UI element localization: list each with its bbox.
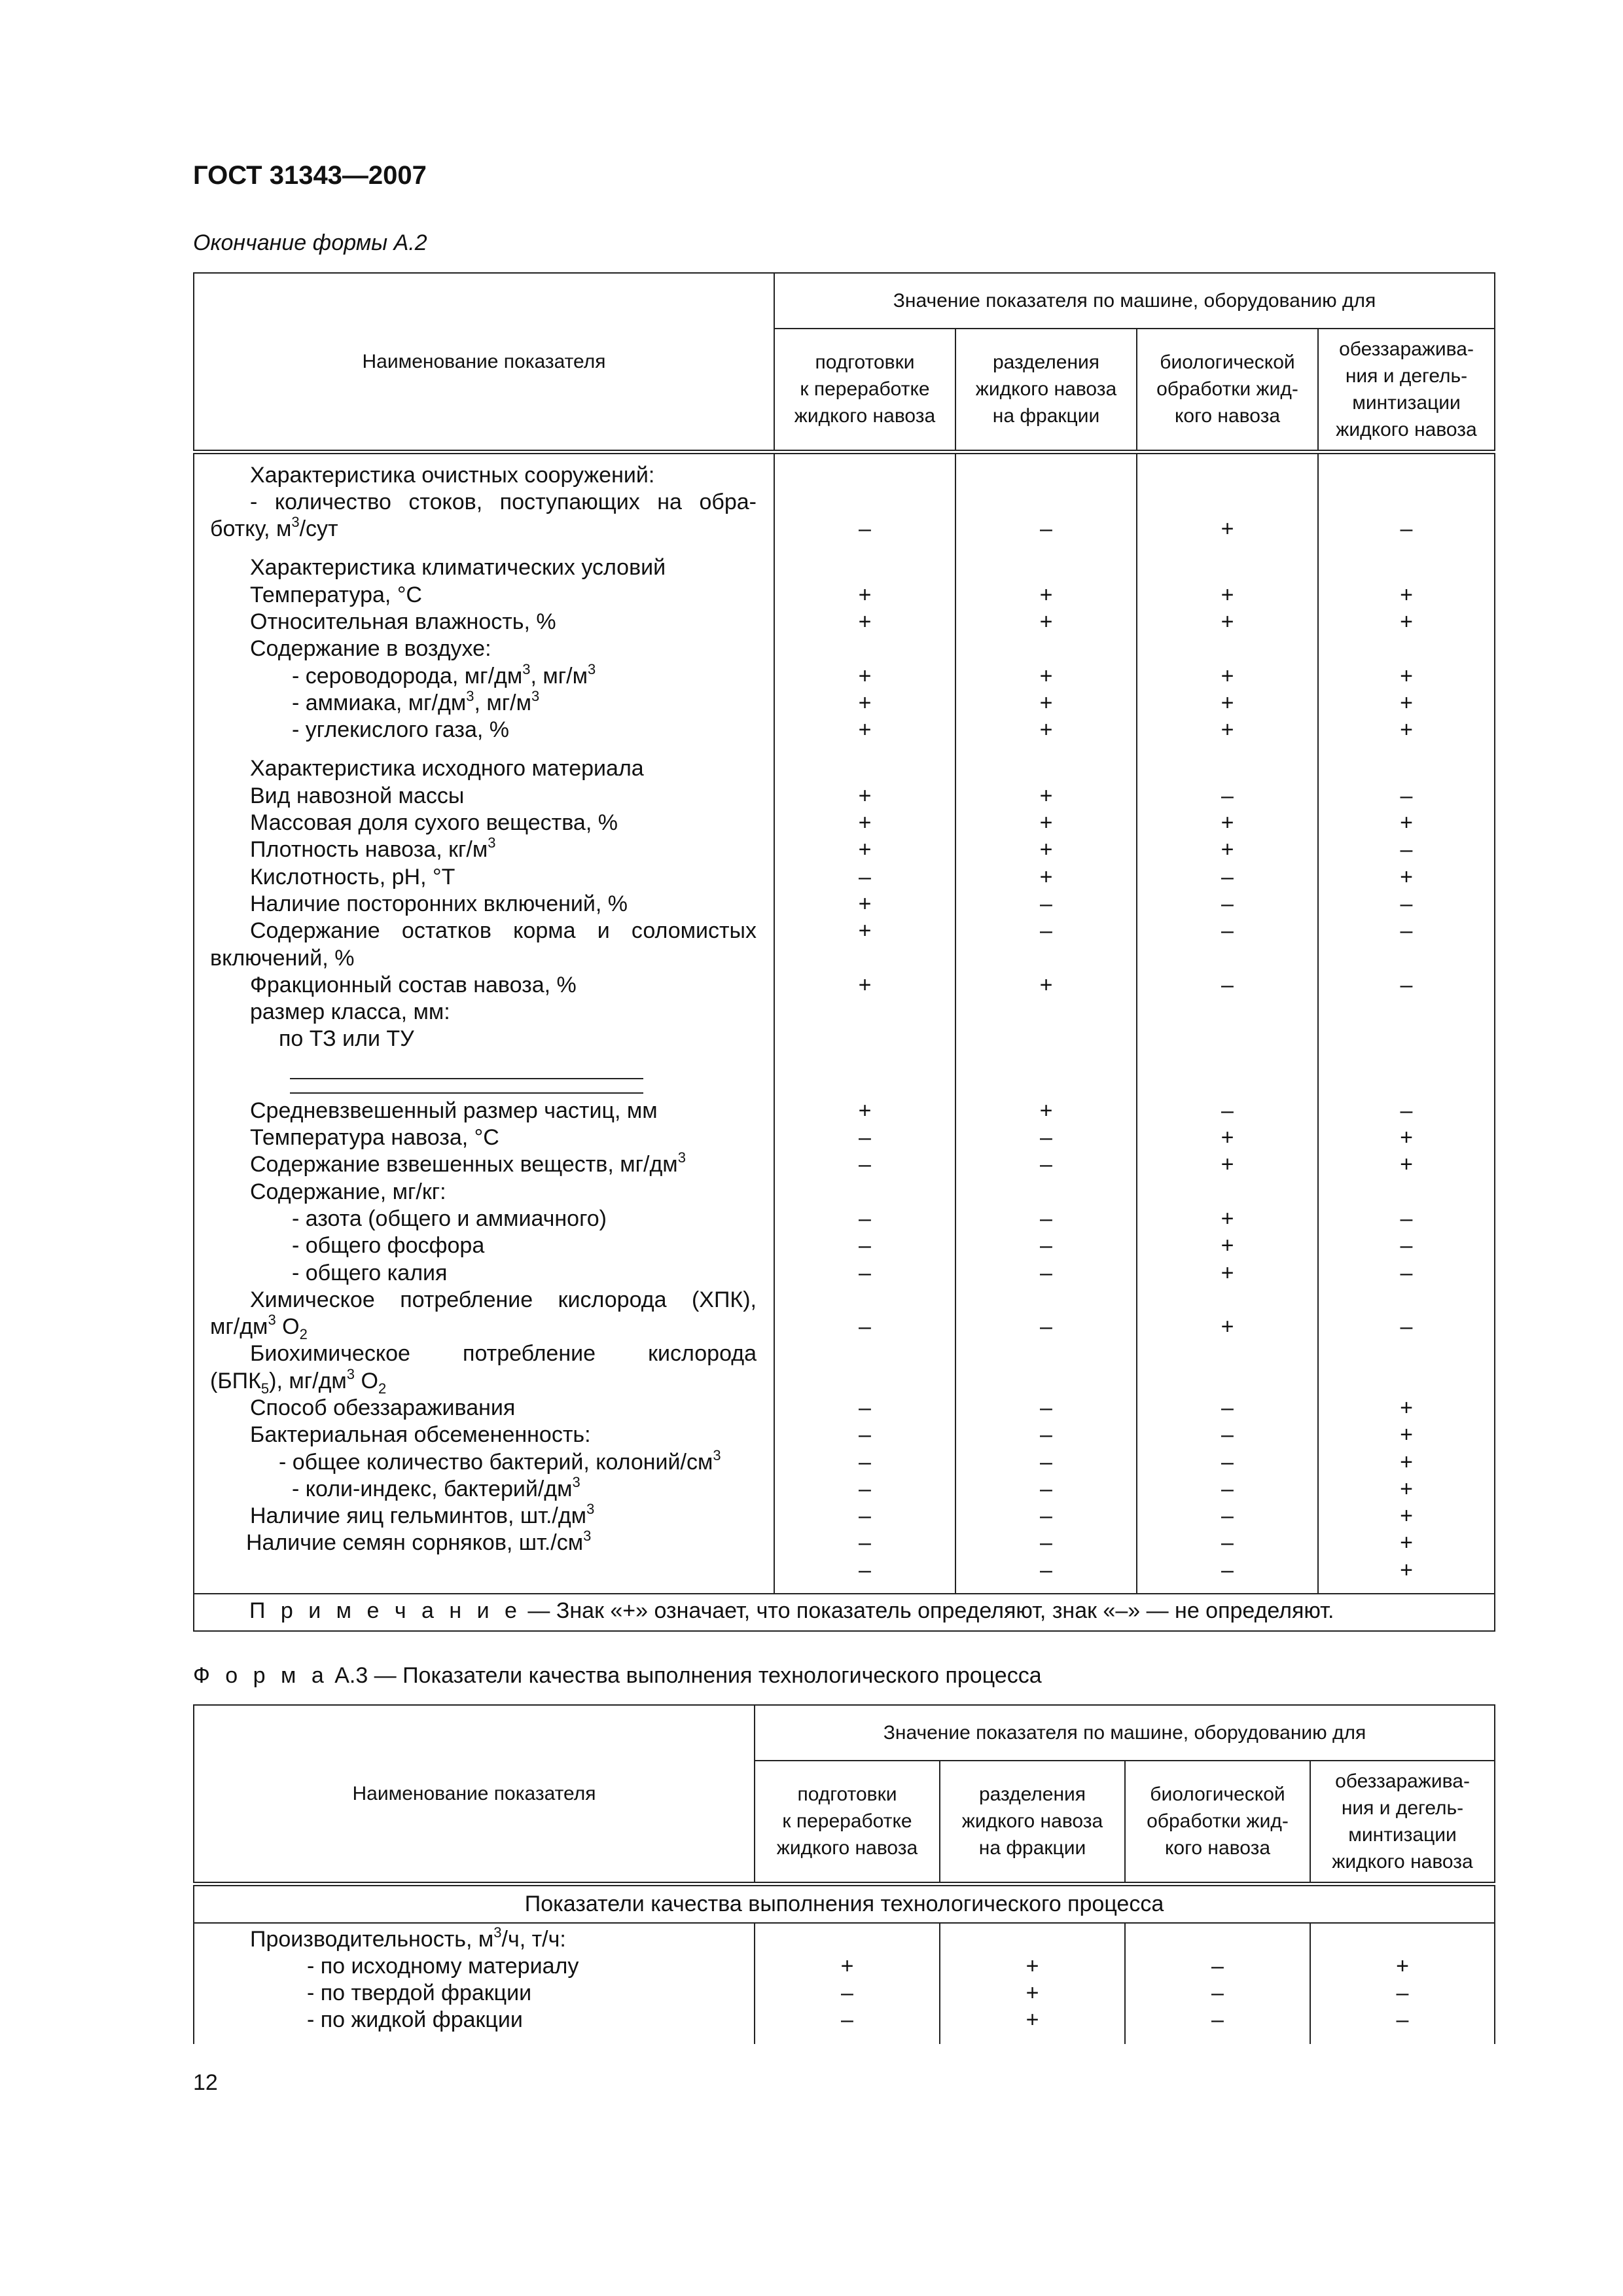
value-cell: + <box>858 891 872 916</box>
value-cell: – <box>1221 1557 1234 1583</box>
value-cell: + <box>1400 582 1413 607</box>
value-cell: – <box>1400 918 1413 944</box>
row-label: - общего фосфора <box>292 1233 485 1259</box>
row-label: Средневзвешенный размер частиц, мм <box>250 1098 658 1123</box>
value-cell: + <box>1221 810 1234 836</box>
value-cell: – <box>1040 1152 1052 1177</box>
row-label: $(БПК_5)$, $мг/дм^3$ $O_2$ <box>210 1365 387 1397</box>
value-cell: + <box>858 837 872 863</box>
row-label: Вид навозной массы <box>250 783 465 808</box>
value-cell <box>775 462 955 489</box>
value-cell <box>1319 1287 1494 1314</box>
value-cell: + <box>1400 1557 1413 1583</box>
value-cell: – <box>859 1503 871 1529</box>
value-cell <box>956 1026 1136 1052</box>
row-label: Температура навоза, °С <box>250 1125 499 1151</box>
value-cell: + <box>1039 837 1053 863</box>
value-cell: + <box>1221 516 1234 542</box>
value-cell: – <box>1221 1503 1234 1529</box>
value-cell: + <box>1400 1449 1413 1475</box>
value-cell: + <box>1221 717 1234 743</box>
row-label: Содержание в воздухе: <box>250 636 491 662</box>
value-cell: + <box>1039 582 1053 607</box>
values-column-biological <box>1125 1923 1310 2044</box>
value-cell: + <box>1221 582 1234 607</box>
value-cell <box>1319 554 1494 581</box>
value-cell <box>1137 999 1317 1026</box>
form-a2-table <box>193 272 1495 1632</box>
value-cell: + <box>1221 1206 1234 1231</box>
header-col-disinfection: обеззаражива- ния и дегель- минтизации жидкого навоза <box>1310 1761 1495 1884</box>
value-cell <box>1319 462 1494 489</box>
value-cell <box>956 945 1136 972</box>
value-cell: + <box>1221 1260 1234 1285</box>
indicator-names-column <box>194 1923 755 2044</box>
value-cell: – <box>859 1260 871 1285</box>
value-cell: – <box>859 864 871 889</box>
value-cell <box>1137 1179 1317 1206</box>
value-cell: + <box>1400 1503 1413 1529</box>
value-cell: – <box>1040 1422 1052 1448</box>
value-cell: – <box>1400 1206 1413 1231</box>
value-cell: – <box>859 1152 871 1177</box>
table-note: П р и м е ч а н и е — Знак «+» означает, что показатель определяют, знак «–» — не определяют. <box>194 1594 1495 1631</box>
row-label: - коли-индекс, бактерий/$дм^3$ <box>292 1473 580 1501</box>
value-cell <box>775 1287 955 1314</box>
value-cell: – <box>1040 1557 1052 1583</box>
value-cell: + <box>858 918 872 944</box>
value-cell: – <box>859 1125 871 1151</box>
row-label: - общего калия <box>292 1260 448 1285</box>
value-cell: + <box>1039 972 1053 997</box>
value-cell: – <box>1221 1530 1234 1556</box>
value-cell <box>1137 462 1317 489</box>
row-label: Характеристика климатических условий <box>250 555 666 581</box>
value-cell: – <box>1040 516 1052 542</box>
header-group-column: Значение показателя по машине, оборудованию для <box>774 273 1495 329</box>
value-cell: – <box>1211 1953 1224 1979</box>
row-label: - количество стоков, поступающих на обра- <box>250 489 757 514</box>
value-cell: + <box>1026 1953 1039 1979</box>
value-cell: + <box>1396 1953 1409 1979</box>
value-cell: – <box>1040 918 1052 944</box>
value-cell <box>1137 1287 1317 1314</box>
row-label: включений, % <box>210 945 355 971</box>
row-label: - углекислого газа, % <box>292 717 509 743</box>
blank-fill-line <box>290 1079 643 1094</box>
value-cell: – <box>1211 2007 1224 2033</box>
values-column-preparation <box>755 1923 940 2044</box>
value-cell: – <box>841 2007 853 2033</box>
row-label: - сероводорода, $мг/дм^3$, $мг/м^3$ <box>292 660 596 689</box>
value-cell: + <box>1400 1422 1413 1448</box>
value-cell <box>1137 1368 1317 1395</box>
value-cell: – <box>859 1530 871 1556</box>
value-cell: + <box>1039 783 1053 808</box>
value-cell: + <box>1039 717 1053 743</box>
value-cell: – <box>1400 972 1413 997</box>
value-cell: + <box>1400 810 1413 836</box>
header-group-column: Значение показателя по машине, оборудованию для <box>755 1705 1495 1761</box>
value-cell: + <box>1400 864 1413 889</box>
value-cell <box>956 1179 1136 1206</box>
value-cell <box>1137 1026 1317 1052</box>
value-cell: + <box>1039 864 1053 889</box>
value-cell <box>775 1340 955 1367</box>
value-cell <box>1319 1340 1494 1367</box>
value-cell: + <box>858 582 872 607</box>
value-cell <box>1319 945 1494 972</box>
value-cell: – <box>1400 891 1413 916</box>
row-label: ботку, $м^3$/сут <box>210 514 338 542</box>
value-cell: – <box>1221 918 1234 944</box>
value-cell: + <box>858 783 872 808</box>
row-label: - по жидкой фракции <box>307 2007 523 2033</box>
value-cell: + <box>1221 1152 1234 1177</box>
section-heading: Показатели качества выполнения технологического процесса <box>194 1884 1495 1923</box>
value-cell: – <box>1400 1233 1413 1259</box>
row-label: Способ обеззараживания <box>250 1395 516 1420</box>
row-label: Биохимическое потребление кислорода <box>250 1341 757 1367</box>
row-label: Кислотность, pH, °T <box>250 864 455 889</box>
value-cell: + <box>858 690 872 715</box>
row-label: Характеристика исходного материала <box>250 756 644 781</box>
value-cell: – <box>1221 1422 1234 1448</box>
row-label: Производительность, $м^3/ч$, т/ч: <box>250 1924 566 1952</box>
value-cell: – <box>1396 1980 1409 2005</box>
value-cell: + <box>858 663 872 689</box>
row-label: Наличие семян сорняков, $шт./см^3$ <box>246 1528 592 1556</box>
value-cell: + <box>1039 1098 1053 1123</box>
value-cell: + <box>1039 609 1053 634</box>
values-column-disinfection <box>1310 1923 1495 2044</box>
value-cell <box>1319 1179 1494 1206</box>
value-cell: – <box>1040 1476 1052 1501</box>
value-cell: – <box>1221 1476 1234 1501</box>
value-cell: + <box>1221 609 1234 634</box>
row-label: Содержание остатков корма и соломистых <box>250 918 757 944</box>
value-cell <box>1137 1340 1317 1367</box>
row-label: - по исходному материалу <box>307 1953 579 1979</box>
value-cell <box>956 1287 1136 1314</box>
value-cell: + <box>1400 1395 1413 1420</box>
value-cell <box>1137 636 1317 662</box>
value-cell <box>1137 554 1317 581</box>
value-cell: – <box>859 1233 871 1259</box>
row-label: - азота (общего и аммиачного) <box>292 1206 607 1231</box>
value-cell: – <box>1400 516 1413 542</box>
value-cell: + <box>1221 690 1234 715</box>
value-cell: + <box>1039 663 1053 689</box>
row-label: - по твердой фракции <box>307 1981 532 2006</box>
row-label: Характеристика очистных сооружений: <box>250 462 655 488</box>
value-cell: – <box>859 1206 871 1231</box>
value-cell: – <box>1221 891 1234 916</box>
row-label: Содержание, мг/кг: <box>250 1179 446 1204</box>
value-cell: + <box>858 972 872 997</box>
value-cell <box>775 554 955 581</box>
value-cell: + <box>858 609 872 634</box>
row-label: Температура, °С <box>250 582 422 607</box>
value-cell: + <box>1400 1152 1413 1177</box>
value-cell <box>1137 945 1317 972</box>
value-cell: + <box>1400 1476 1413 1501</box>
page-number: 12 <box>193 2070 218 2095</box>
value-cell: – <box>1221 1395 1234 1420</box>
value-cell: – <box>1040 1233 1052 1259</box>
value-cell <box>775 999 955 1026</box>
value-cell: + <box>840 1953 854 1979</box>
value-cell <box>1319 1026 1494 1052</box>
row-label: Фракционный состав навоза, % <box>250 972 577 997</box>
value-cell: – <box>1400 1098 1413 1123</box>
value-cell <box>956 489 1136 516</box>
value-cell: + <box>1026 2007 1039 2033</box>
value-cell: + <box>1400 1125 1413 1151</box>
value-cell: – <box>1040 1395 1052 1420</box>
value-cell: – <box>1400 837 1413 863</box>
row-label: по ТЗ или ТУ <box>279 1026 414 1052</box>
row-label: Относительная влажность, % <box>250 609 556 634</box>
header-name-column: Наименование показателя <box>194 1705 755 1884</box>
value-cell <box>775 489 955 516</box>
values-column-biological <box>1137 452 1318 1594</box>
value-cell: + <box>1039 690 1053 715</box>
value-cell: + <box>1221 1233 1234 1259</box>
value-cell: + <box>858 717 872 743</box>
value-cell: – <box>1400 1260 1413 1285</box>
value-cell <box>956 636 1136 662</box>
value-cell <box>775 1368 955 1395</box>
header-col-biological: биологической обработки жид- кого навоза <box>1137 329 1318 452</box>
value-cell: – <box>859 1422 871 1448</box>
value-cell <box>1319 636 1494 662</box>
header-col-separation: разделения жидкого навоза на фракции <box>955 329 1137 452</box>
values-column-separation <box>940 1923 1125 2044</box>
value-cell: – <box>1221 1098 1234 1123</box>
value-cell: – <box>1040 1314 1052 1340</box>
row-label: Наличие яиц гельминтов, $шт./дм^3$ <box>250 1501 595 1529</box>
value-cell: – <box>1040 1530 1052 1556</box>
value-cell: + <box>1400 717 1413 743</box>
value-cell <box>1137 489 1317 516</box>
value-cell: + <box>1221 1125 1234 1151</box>
continuation-label: Окончание формы А.2 <box>193 230 427 255</box>
value-cell <box>775 636 955 662</box>
header-col-separation: разделения жидкого навоза на фракции <box>940 1761 1125 1884</box>
values-column-separation <box>955 452 1137 1594</box>
header-col-preparation: подготовки к переработке жидкого навоза <box>774 329 955 452</box>
value-cell: – <box>1396 2007 1409 2033</box>
value-cell: – <box>859 516 871 542</box>
value-cell <box>1319 489 1494 516</box>
value-cell: – <box>859 1476 871 1501</box>
value-cell <box>956 755 1136 782</box>
row-label: размер класса, мм: <box>250 999 450 1025</box>
value-cell: – <box>859 1557 871 1583</box>
row-label: - общее количество бактерий, колоний/$см^3$ <box>279 1446 721 1475</box>
value-cell: – <box>1040 891 1052 916</box>
row-label: Плотность навоза, $кг/м^3$ <box>250 834 496 863</box>
value-cell: + <box>1026 1980 1039 2005</box>
value-cell: – <box>859 1314 871 1340</box>
value-cell: + <box>1400 690 1413 715</box>
form-a3-title: Ф о р м а А.3 — Показатели качества выполнения технологического процесса <box>193 1663 1042 1688</box>
value-cell: – <box>1040 1503 1052 1529</box>
value-cell <box>956 1368 1136 1395</box>
value-cell: – <box>1221 972 1234 997</box>
value-cell: – <box>1211 1980 1224 2005</box>
row-label: Бактериальная обсемененность: <box>250 1422 591 1448</box>
blank-fill-line <box>290 1053 643 1079</box>
value-cell <box>775 1026 955 1052</box>
value-cell: + <box>858 1098 872 1123</box>
value-cell: – <box>1221 1449 1234 1475</box>
header-col-preparation: подготовки к переработке жидкого навоза <box>755 1761 940 1884</box>
row-label: Химическое потребление кислорода (ХПК), <box>250 1287 757 1312</box>
row-label: Массовая доля сухого вещества, % <box>250 810 618 836</box>
value-cell <box>1319 755 1494 782</box>
value-cell: – <box>1040 1206 1052 1231</box>
row-label: Содержание взвешенных веществ, $мг/дм^3$ <box>250 1149 686 1177</box>
value-cell: + <box>1039 810 1053 836</box>
value-cell: + <box>1221 663 1234 689</box>
value-cell: – <box>1040 1449 1052 1475</box>
value-cell: + <box>858 810 872 836</box>
value-cell <box>775 945 955 972</box>
value-cell <box>956 462 1136 489</box>
value-cell: – <box>1040 1260 1052 1285</box>
value-cell: – <box>1221 783 1234 808</box>
value-cell <box>1319 1368 1494 1395</box>
header-col-disinfection: обеззаражива- ния и дегель- минтизации жидкого навоза <box>1318 329 1495 452</box>
value-cell <box>1137 755 1317 782</box>
value-cell: – <box>841 1980 853 2005</box>
row-label: Наличие посторонних включений, % <box>250 891 628 916</box>
value-cell: + <box>1400 609 1413 634</box>
value-cell: – <box>859 1449 871 1475</box>
row-label: $мг/дм^3$ $O_2$ <box>210 1312 308 1343</box>
value-cell <box>775 1179 955 1206</box>
value-cell: – <box>1221 864 1234 889</box>
value-cell <box>956 999 1136 1026</box>
value-cell: + <box>1221 1314 1234 1340</box>
indicator-names-column <box>194 452 774 1594</box>
values-column-disinfection <box>1318 452 1495 1594</box>
header-name-column: Наименование показателя <box>194 273 774 452</box>
value-cell: + <box>1400 1530 1413 1556</box>
value-cell <box>775 755 955 782</box>
value-cell: – <box>1400 783 1413 808</box>
row-label: - аммиака, $мг/дм^3$, $мг/м^3$ <box>292 687 540 715</box>
value-cell: + <box>1221 837 1234 863</box>
value-cell: – <box>859 1395 871 1420</box>
value-cell: – <box>1040 1125 1052 1151</box>
value-cell: – <box>1400 1314 1413 1340</box>
standard-header: ГОСТ 31343—2007 <box>193 161 427 190</box>
header-col-biological: биологической обработки жид- кого навоза <box>1125 1761 1310 1884</box>
value-cell <box>956 1340 1136 1367</box>
value-cell: + <box>1400 663 1413 689</box>
value-cell <box>956 554 1136 581</box>
value-cell <box>1319 999 1494 1026</box>
values-column-preparation <box>774 452 955 1594</box>
form-a3-table <box>193 1704 1495 2044</box>
